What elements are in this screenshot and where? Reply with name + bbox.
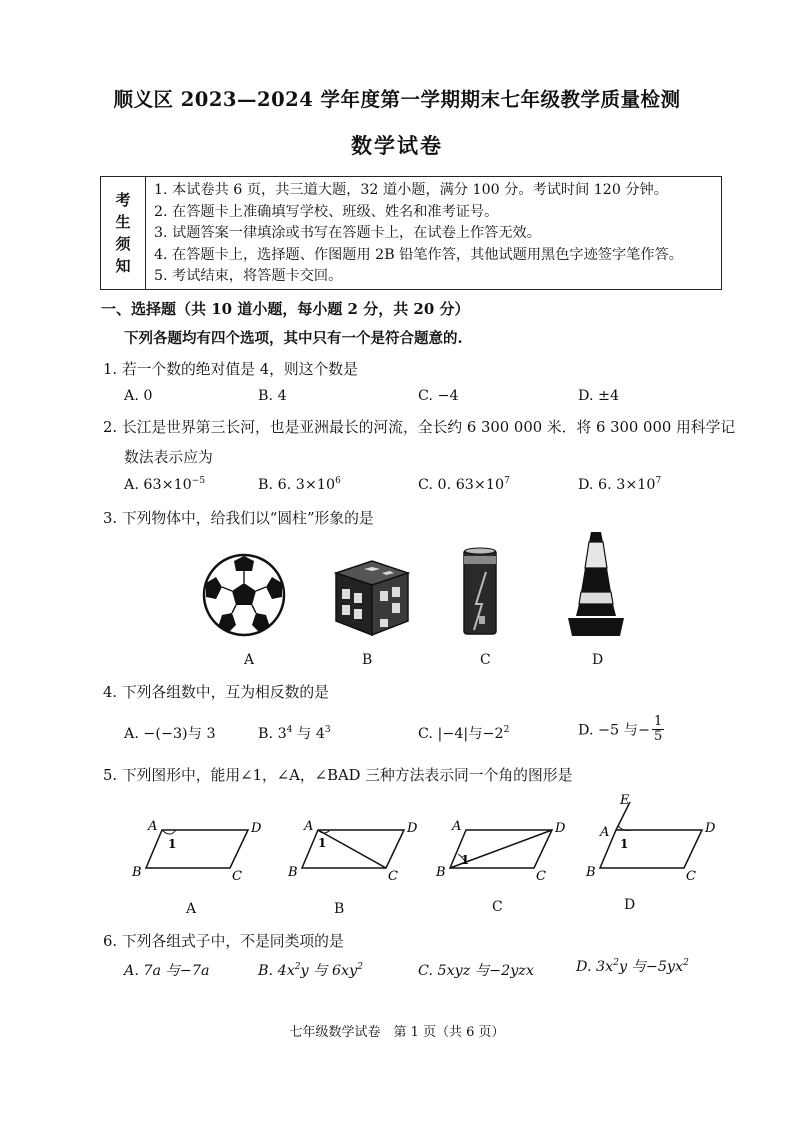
q2-option-c xyxy=(418,477,510,493)
page-title: 顺义区 2023—2024 学年度第一学期期末七年级教学质量检测 xyxy=(113,88,681,111)
notice-label-char: 生 xyxy=(115,213,131,231)
q1-option-b: B. 4 xyxy=(258,388,287,404)
q6-option-d-part: D. 3x xyxy=(576,959,614,975)
q5-label-b: B xyxy=(334,901,345,917)
q2-option-a-base: A. 63×10 xyxy=(124,477,192,493)
angle-one-label: 1 xyxy=(318,836,327,850)
point-d-label: D xyxy=(555,821,566,836)
q1-option-c: C. −4 xyxy=(418,388,459,404)
q1-stem: 1. 若一个数的绝对值是 4，则这个数是 xyxy=(103,361,358,378)
q5-figure-b xyxy=(286,820,426,884)
point-c-label: C xyxy=(536,869,546,884)
exam-notice-box xyxy=(100,176,722,290)
notice-item: 4. 在答题卡上，选择题、作图题用 2B 铅笔作答，其他试题用黑色字迹签字笔作答。 xyxy=(154,246,683,263)
soccer-ball-icon xyxy=(202,553,286,637)
q2-option-a xyxy=(124,477,205,493)
angle-one-label: 1 xyxy=(168,837,177,851)
q3-stem: 3. 下列物体中，给我们以“圆柱”形象的是 xyxy=(103,510,374,527)
q2-option-c-exp: 7 xyxy=(504,476,510,487)
q4-option-b xyxy=(258,723,331,743)
q6-option-d-part: y 与−5yx xyxy=(618,959,684,975)
notice-item: 2. 在答题卡上准确填写学校、班级、姓名和准考证号。 xyxy=(154,203,499,220)
q4-option-b-part: B. 3 xyxy=(258,726,287,742)
q3-label-b: B xyxy=(362,652,373,668)
q4-option-c-part: C. |−4|与−2 xyxy=(418,726,504,742)
q1-option-d: D. ±4 xyxy=(578,388,620,404)
q5-label-d: D xyxy=(624,897,636,913)
section-instruction: 下列各题均有四个选项，其中只有一个是符合题意的. xyxy=(124,330,463,347)
q2-option-a-exp: −5 xyxy=(191,476,206,487)
notice-items xyxy=(146,177,683,289)
traffic-cone-icon xyxy=(566,530,626,640)
q2-option-b xyxy=(258,477,341,493)
q4-option-c xyxy=(418,723,509,743)
q6-option-a: A. 7a 与−7a xyxy=(124,963,210,979)
q4-option-b-exp: 3 xyxy=(324,725,331,736)
page-subtitle: 数学试卷 xyxy=(351,133,443,158)
notice-item: 5. 考试结束，将答题卡交回。 xyxy=(154,268,343,284)
q4-option-b-exp: 4 xyxy=(286,725,293,736)
q1-option-a: A. 0 xyxy=(124,388,153,404)
notice-label-char: 须 xyxy=(115,235,131,253)
q6-option-b-exp: 2 xyxy=(294,962,301,973)
section-title: 一、选择题（共 10 道小题，每小题 2 分，共 20 分） xyxy=(101,300,470,318)
point-c-label: C xyxy=(686,869,696,884)
q4-stem: 4. 下列各组数中，互为相反数的是 xyxy=(103,684,329,701)
point-a-label: A xyxy=(600,825,610,840)
q5-stem: 5. 下列图形中，能用∠1，∠A，∠BAD 三种方法表示同一个角的图形是 xyxy=(103,767,573,784)
notice-item: 1. 本试卷共 6 页，共三道大题，32 道小题，满分 100 分。考试时间 120 分钟。 xyxy=(154,182,668,198)
q2-option-b-base: B. 6. 3×10 xyxy=(258,477,336,493)
point-d-label: D xyxy=(251,821,262,836)
notice-label-char: 知 xyxy=(115,257,131,275)
q4-option-a: A. −(−3)与 3 xyxy=(124,726,216,742)
fraction-numerator: 1 xyxy=(653,714,663,729)
q2-option-d xyxy=(578,477,661,493)
q6-option-b xyxy=(258,960,363,980)
q5-figure-c xyxy=(434,820,574,884)
q4-option-d-fraction xyxy=(652,715,664,744)
q6-option-b-exp: 2 xyxy=(357,962,363,973)
point-a-label: A xyxy=(148,819,158,834)
q2-option-d-exp: 7 xyxy=(655,476,662,487)
q6-stem: 6. 下列各组式子中，不是同类项的是 xyxy=(103,933,344,950)
q5-label-a: A xyxy=(186,901,197,917)
q6-option-d-exp: 2 xyxy=(683,958,689,969)
angle-one-label: 1 xyxy=(620,837,629,851)
point-d-label: D xyxy=(407,821,418,836)
angle-one-label: 1 xyxy=(461,853,470,867)
point-b-label: B xyxy=(288,865,298,880)
notice-label-char: 考 xyxy=(115,191,131,209)
point-d-label: D xyxy=(705,821,716,836)
q5-label-c: C xyxy=(492,899,503,915)
q2-option-b-exp: 6 xyxy=(335,476,341,487)
q6-option-c: C. 5xyz 与−2yzx xyxy=(418,963,534,979)
page-footer: 七年级数学试卷 第 1 页（共 6 页） xyxy=(289,1025,505,1040)
rubiks-cube-icon xyxy=(332,559,412,637)
point-e-label: E xyxy=(620,793,630,808)
fraction-denominator: 5 xyxy=(653,729,663,744)
point-a-label: A xyxy=(304,819,314,834)
q6-option-d-exp: 2 xyxy=(613,958,619,969)
q2-option-c-base: C. 0. 63×10 xyxy=(418,477,505,493)
point-b-label: B xyxy=(132,865,142,880)
point-b-label: B xyxy=(586,865,596,880)
q5-figure-a xyxy=(130,820,270,884)
point-c-label: C xyxy=(388,869,398,884)
q6-option-b-part: B. 4x xyxy=(258,963,295,979)
q4-option-d-part: D. −5 与− xyxy=(578,722,650,739)
q4-option-c-exp: 2 xyxy=(503,725,510,736)
notice-label xyxy=(101,177,146,289)
drink-can-icon xyxy=(462,546,498,638)
q3-label-c: C xyxy=(480,652,491,668)
q2-option-d-base: D. 6. 3×10 xyxy=(578,477,656,493)
point-b-label: B xyxy=(436,865,446,880)
q4-option-b-part: 与 4 xyxy=(292,726,325,742)
notice-item: 3. 试题答案一律填涂或书写在答题卡上，在试卷上作答无效。 xyxy=(154,225,541,241)
point-a-label: A xyxy=(452,819,462,834)
q2-stem-line2: 数法表示应为 xyxy=(124,449,213,466)
q3-label-d: D xyxy=(592,652,604,668)
q6-option-b-part: y 与 6xy xyxy=(300,963,358,979)
q4-option-d xyxy=(578,715,664,744)
q2-stem-line1: 2. 长江是世界第三长河，也是亚洲最长的河流，全长约 6 300 000 米．将 6 300 000 用科学记 xyxy=(103,419,736,436)
q6-option-d xyxy=(576,956,689,976)
q5-figure-d xyxy=(584,792,724,884)
point-c-label: C xyxy=(232,869,242,884)
q3-label-a: A xyxy=(244,652,255,668)
